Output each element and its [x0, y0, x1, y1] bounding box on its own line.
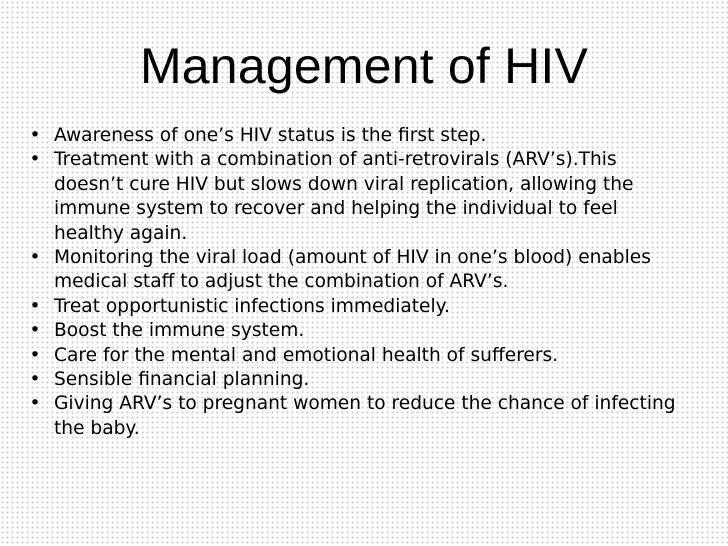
bullet-list: [28, 124, 688, 441]
bullet-text: Treatment with a combination of anti-retrovirals (ARV’s).This doesn’t cure HIV but slows down viral replication, allowing the immune system to recover and helping the individual to feel healthy again.: [54, 149, 634, 244]
bullet-icon: •: [29, 125, 41, 146]
bullet-text: Boost the immune system.: [54, 320, 305, 342]
bullet-text: Awareness of one’s HIV status is the first step.: [54, 125, 487, 146]
bullet-icon: •: [29, 344, 41, 366]
bullet-icon: •: [29, 393, 41, 415]
bullet-icon: •: [29, 320, 41, 342]
bullet-item-opportunistic-infections: [28, 295, 688, 319]
bullet-item-mental-health: [28, 344, 688, 368]
bullet-item-immune-boost: [28, 319, 688, 343]
bullet-text: Monitoring the viral load (amount of HIV in one’s blood) enables medical staff to adjust the combination of ARV’s.: [54, 247, 651, 293]
bullet-text: Care for the mental and emotional health of sufferers.: [54, 344, 559, 366]
bullet-item-pregnant-women: [28, 392, 688, 441]
slide-title: Management of HIV: [139, 38, 589, 94]
bullet-icon: •: [29, 247, 41, 269]
bullet-icon: •: [29, 369, 41, 391]
bullet-text: Giving ARV’s to pregnant women to reduce the chance of infecting the baby.: [54, 393, 676, 439]
bullet-item-viral-load-monitoring: [28, 246, 688, 295]
bullet-icon: •: [29, 295, 41, 317]
bullet-icon: •: [29, 149, 41, 171]
bullet-text: Treat opportunistic infections immediately.: [54, 295, 450, 317]
bullet-item-status-awareness: [28, 124, 688, 148]
bullet-item-arv-treatment: [28, 148, 688, 246]
bullet-item-financial-planning: [28, 368, 688, 392]
bullet-text: Sensible financial planning.: [54, 369, 310, 391]
